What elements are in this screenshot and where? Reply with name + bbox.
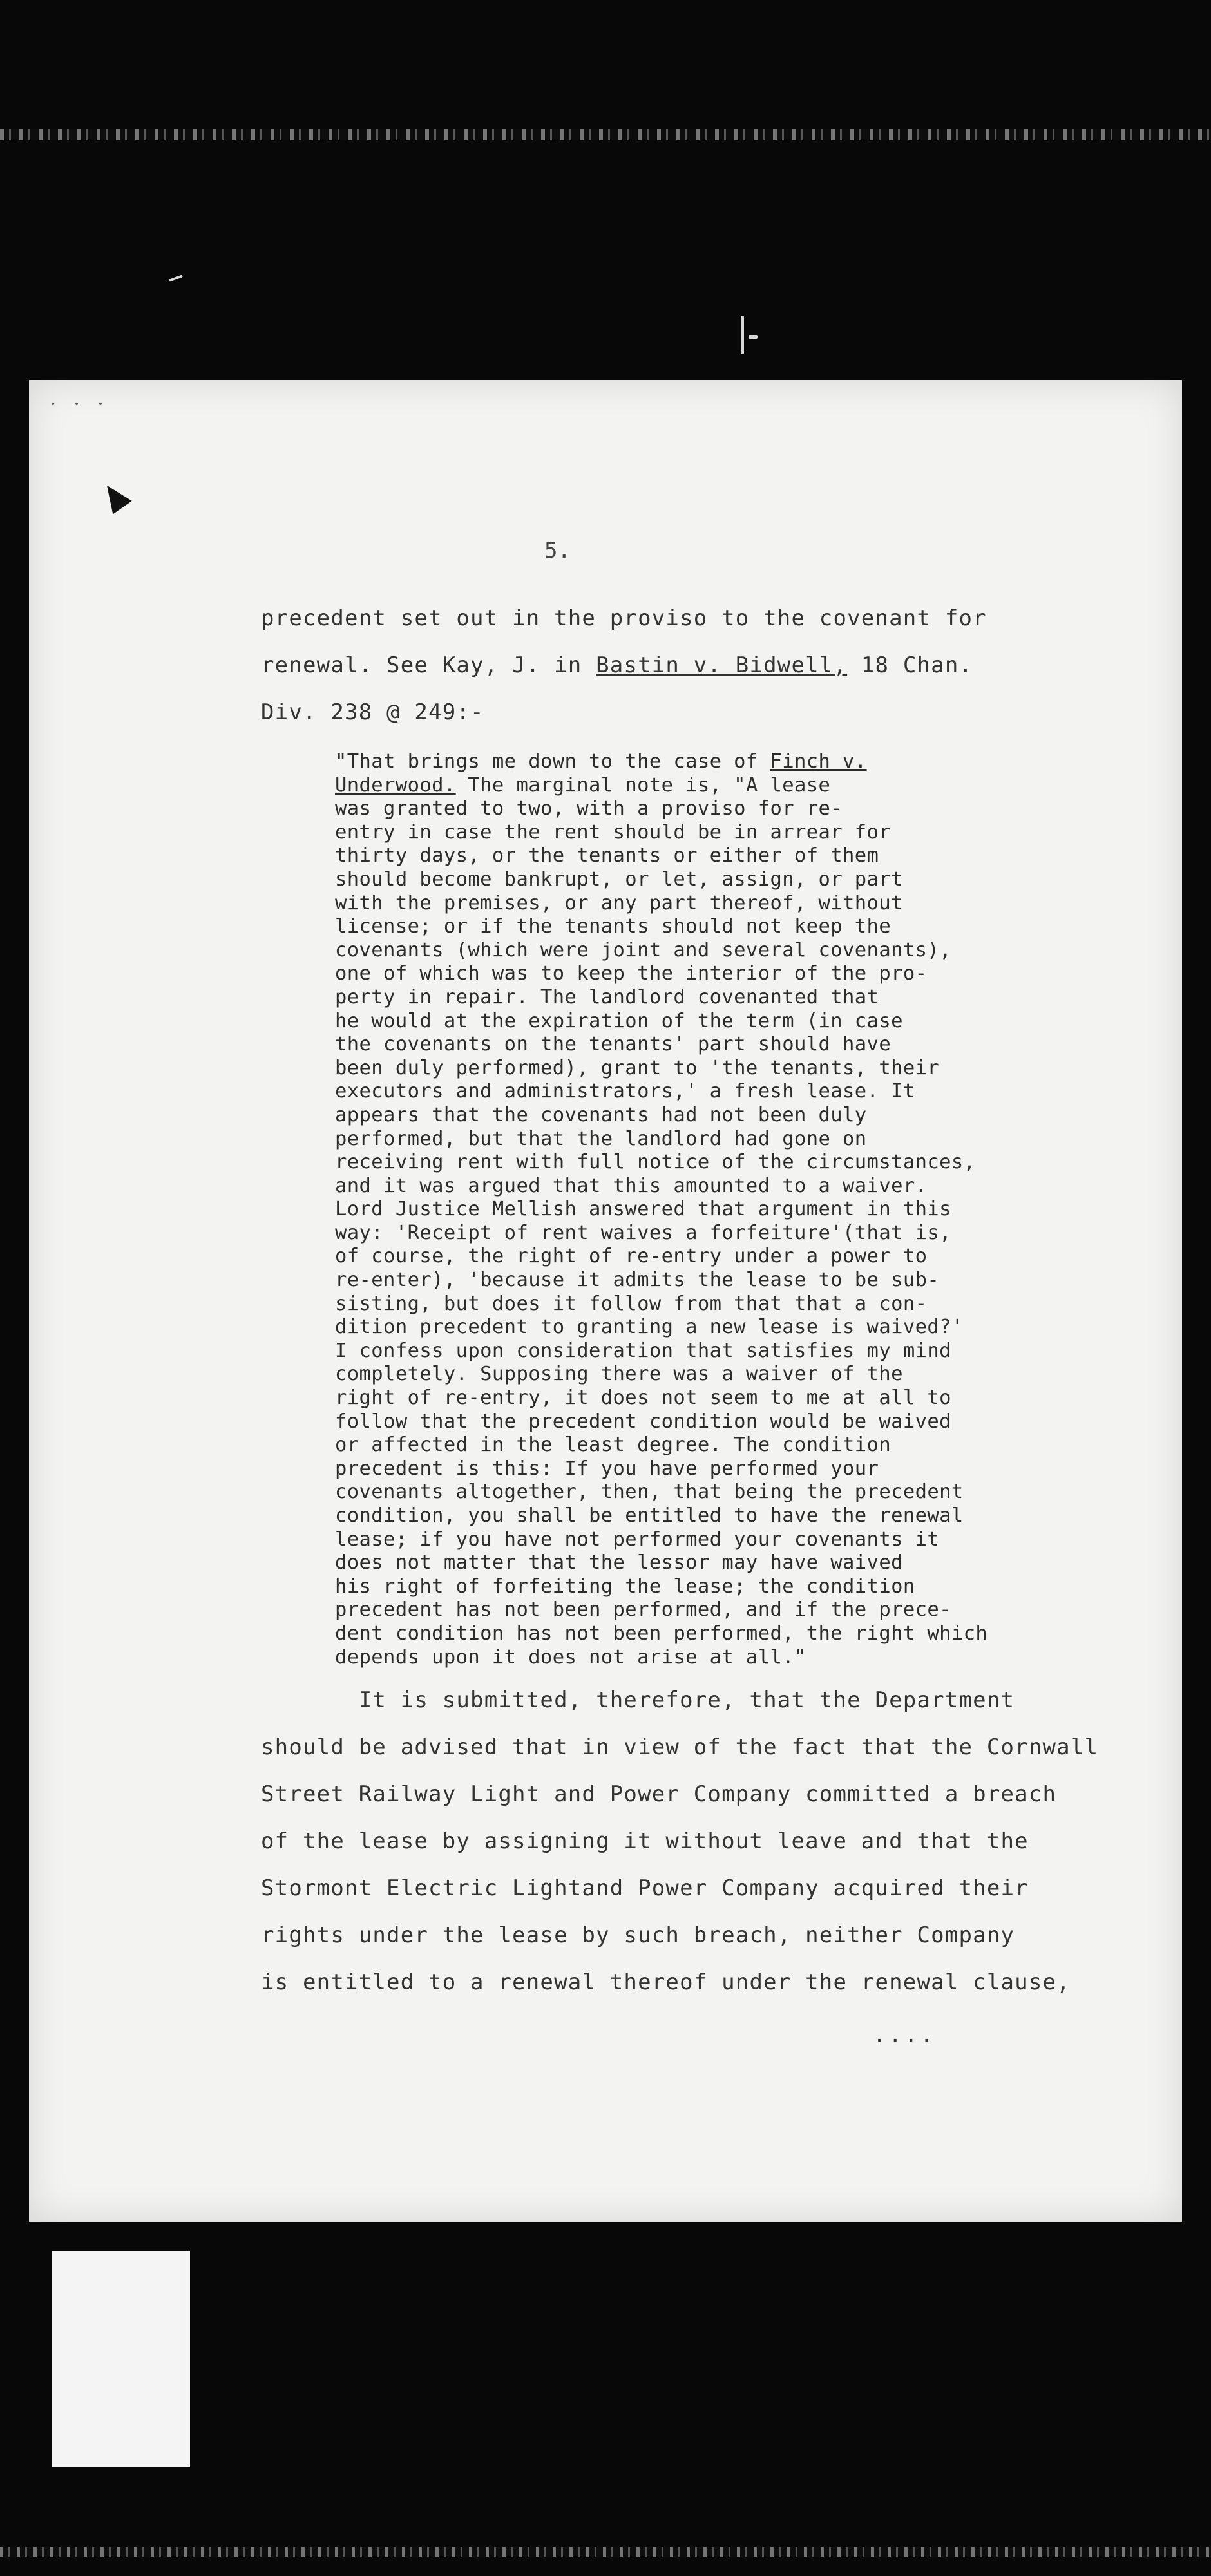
quote-line: his right of forfeiting the lease; the condition	[335, 1575, 915, 1598]
quote-line: completely. Supposing there was a waiver of the	[335, 1363, 903, 1386]
quote-line: with the premises, or any part thereof, without	[335, 891, 903, 914]
film-sprocket-edge-bottom	[0, 2547, 1211, 2557]
text-line: Stormont Electric Lightand Power Company acquired their	[261, 1875, 1029, 1901]
film-sprocket-edge-top	[0, 129, 1211, 140]
quote-line: re-enter), 'because it admits the lease to be sub-	[335, 1269, 940, 1292]
text-line: renewal. See Kay, J. in Bastin v. Bidwell, 18 Chan.	[261, 652, 973, 678]
quote-line: he would at the expiration of the term (in case	[335, 1009, 903, 1032]
quote-line: license; or if the tenants should not keep the	[335, 915, 892, 938]
text-line: Street Railway Light and Power Company committed a breach	[261, 1781, 1057, 1807]
quote-line: perty in repair. The landlord covenanted that	[335, 985, 879, 1009]
blank-card	[52, 2251, 190, 2467]
text-line: precedent set out in the proviso to the covenant for	[261, 605, 987, 631]
quote-line: Lord Justice Mellish answered that argument in this	[335, 1198, 951, 1221]
quote-line: or affected in the least degree. The condition	[335, 1434, 892, 1457]
quote-line: one of which was to keep the interior of the pro-	[335, 962, 928, 985]
quote-line: precedent has not been performed, and if the prece-	[335, 1598, 951, 1622]
quote-line: performed, but that the landlord had gone on	[335, 1127, 867, 1150]
case-citation: Underwood.	[335, 773, 456, 797]
quote-line: depends upon it does not arise at all."	[335, 1645, 806, 1669]
quote-line: covenants (which were joint and several covenants),	[335, 938, 951, 961]
quote-line: precedent is this: If you have performed your	[335, 1457, 879, 1480]
film-speck	[749, 335, 758, 339]
case-citation: Bastin v. Bidwell,	[596, 652, 848, 678]
quote-line: receiving rent with full notice of the circumstances,	[335, 1151, 976, 1174]
quote-line: way: 'Receipt of rent waives a forfeiture'(that is,	[335, 1221, 951, 1244]
quote-line: the covenants on the tenants' part should have	[335, 1033, 892, 1056]
quote-line: lease; if you have not performed your covenants it	[335, 1528, 940, 1551]
quote-line: covenants altogether, then, that being the precedent	[335, 1481, 964, 1504]
quote-line: was granted to two, with a proviso for re-	[335, 797, 843, 820]
corner-mark: • • •	[50, 399, 110, 410]
quote-line: Underwood. The marginal note is, "A lease	[335, 773, 831, 797]
quote-line: "That brings me down to the case of Finch v.	[335, 750, 867, 773]
case-citation: Finch v.	[770, 750, 867, 773]
quote-line: thirty days, or the tenants or either of them	[335, 844, 879, 867]
quote-line: condition, you shall be entitled to have the renewal	[335, 1504, 964, 1527]
quote-line: entry in case the rent should be in arrear for	[335, 820, 892, 844]
text-line: is entitled to a renewal thereof under the renewal clause,	[261, 1969, 1071, 1995]
quote-line: executors and administrators,' a fresh lease. It	[335, 1080, 915, 1103]
page-number: 5.	[544, 538, 571, 564]
text-line: of the lease by assigning it without leave and that the	[261, 1828, 1029, 1854]
quote-line: appears that the covenants had not been duly	[335, 1103, 867, 1126]
continuation-marker: ....	[873, 2022, 936, 2048]
quote-line: dent condition has not been performed, the right which	[335, 1622, 988, 1645]
text-line: It is submitted, therefore, that the Department	[261, 1687, 1015, 1713]
quote-line: should become bankrupt, or let, assign, or part	[335, 867, 903, 891]
quote-line: does not matter that the lessor may have waived	[335, 1551, 903, 1575]
text-line: Div. 238 @ 249:-	[261, 699, 484, 725]
text-line: rights under the lease by such breach, neither Company	[261, 1922, 1015, 1948]
quote-line: I confess upon consideration that satisfies my mind	[335, 1339, 951, 1362]
quote-line: of course, the right of re-entry under a power to	[335, 1245, 928, 1268]
quote-line: and it was argued that this amounted to a waiver.	[335, 1174, 928, 1197]
film-speck	[169, 274, 183, 281]
quote-line: dition precedent to granting a new lease is waived?'	[335, 1316, 964, 1339]
quote-line: sisting, but does it follow from that that a con-	[335, 1292, 928, 1315]
quote-line: follow that the precedent condition would be waived	[335, 1410, 951, 1433]
block-quote	[335, 750, 1140, 1669]
quote-line: been duly performed), grant to 'the tenants, their	[335, 1056, 940, 1079]
quote-line: right of re-entry, it does not seem to me at all to	[335, 1387, 951, 1410]
text-line: should be advised that in view of the fact that the Cornwall	[261, 1734, 1099, 1760]
film-speck	[741, 316, 744, 354]
